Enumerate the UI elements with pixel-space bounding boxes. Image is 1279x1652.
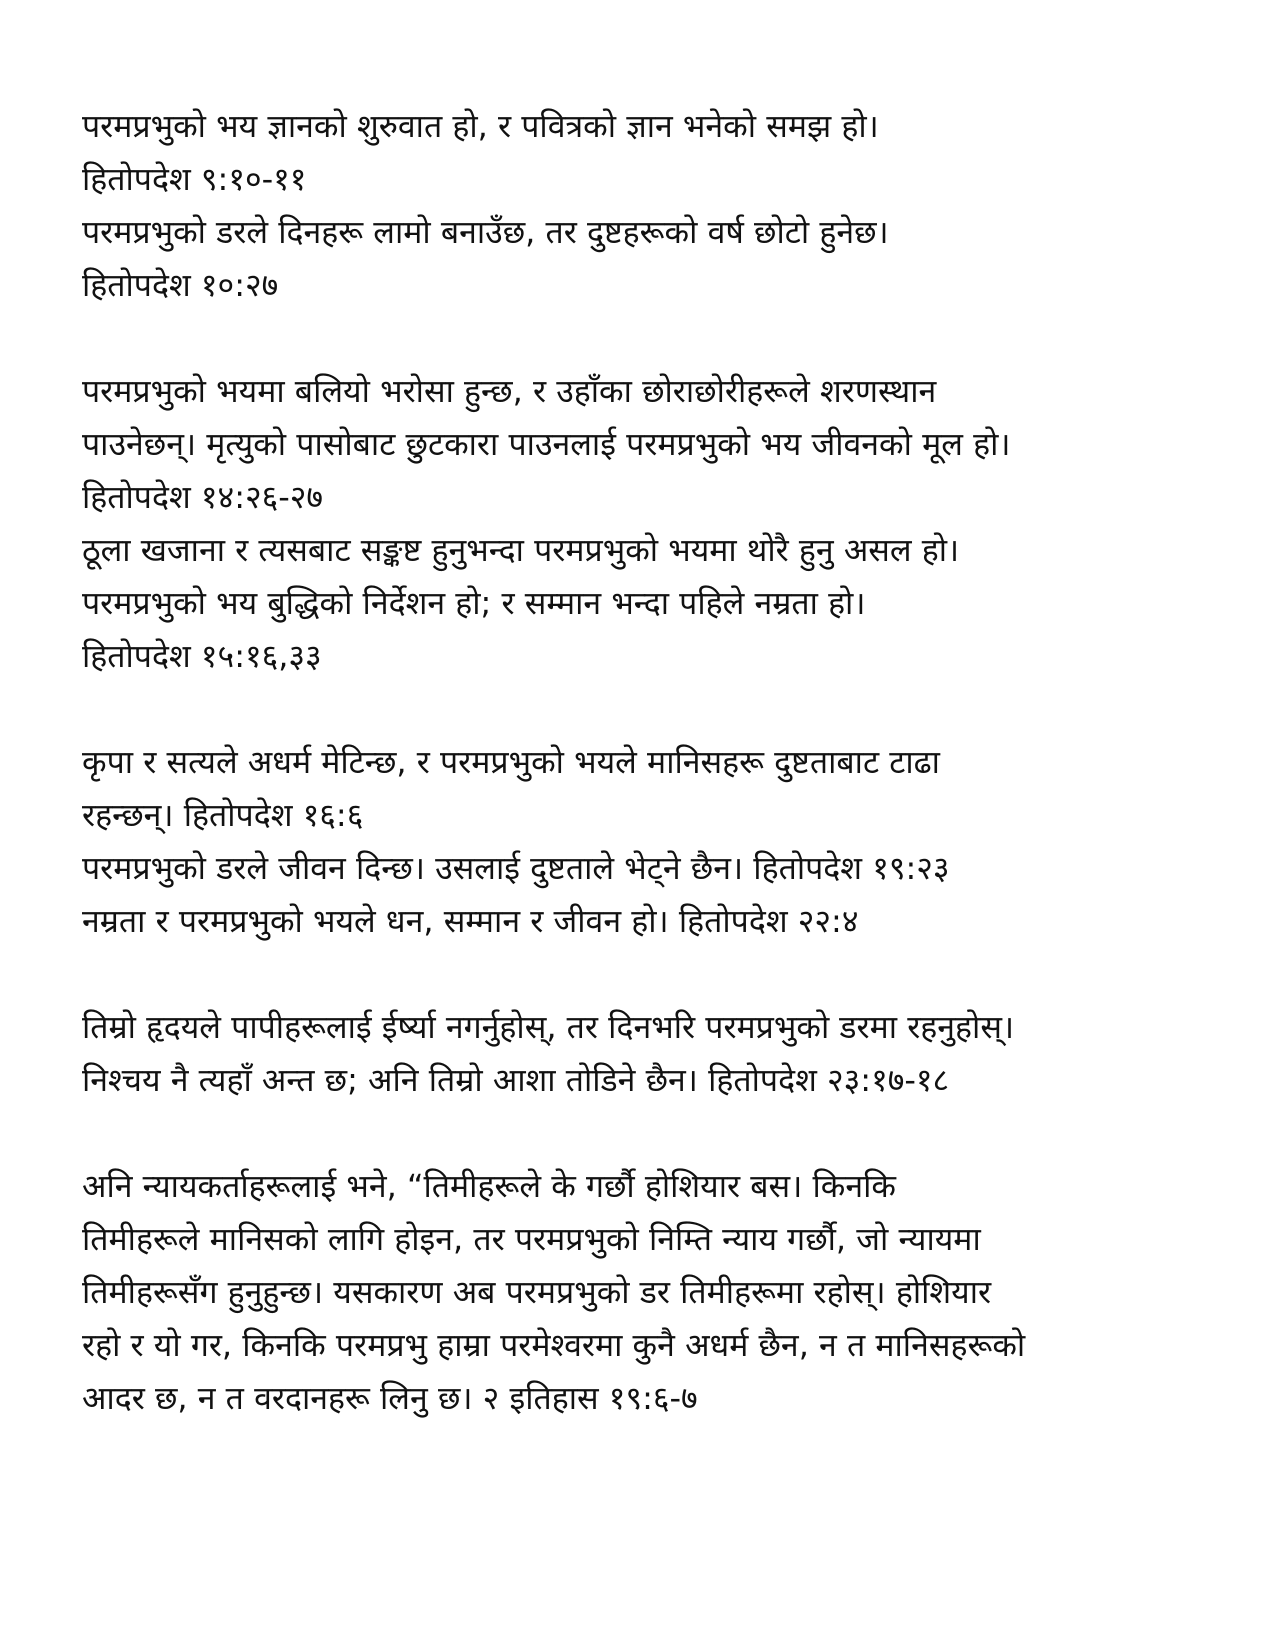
text-line: पाउनेछन्। मृत्युको पासोबाट छुटकारा पाउनलाई परमप्रभुको भय जीवनको मूल हो। — [82, 425, 1011, 463]
paragraph-gap — [82, 948, 1212, 1001]
text-line: अनि न्यायकर्ताहरूलाई भने, “तिमीहरूले के गर्छौ होशियार बस। किनकि — [82, 1167, 896, 1205]
verse-reference: हितोपदेश १५:१६,३३ — [82, 637, 322, 675]
text-line: परमप्रभुको भयमा बलियो भरोसा हुन्छ, र उहाँका छोराछोरीहरूले शरणस्थान — [82, 372, 937, 410]
text-line: परमप्रभुको भय ज्ञानको शुरुवात हो, र पवित्रको ज्ञान भनेको समझ हो। — [82, 107, 879, 145]
text-line: रहन्छन्। हितोपदेश १६:६ — [82, 796, 364, 834]
paragraph-gap — [82, 683, 1212, 736]
document-body — [82, 100, 1212, 1425]
verse-reference: हितोपदेश १४:२६-२७ — [82, 478, 324, 516]
verse-reference: हितोपदेश ९:१०-११ — [82, 160, 307, 198]
text-line: आदर छ, न त वरदानहरू लिनु छ। २ इतिहास १९:६-७ — [82, 1379, 698, 1417]
paragraph-gap — [82, 312, 1212, 365]
paragraph-gap — [82, 1107, 1212, 1160]
text-line: नम्रता र परमप्रभुको भयले धन, सम्मान र जीवन हो। हितोपदेश २२:४ — [82, 902, 859, 940]
text-line: परमप्रभुको भय बुद्धिको निर्देशन हो; र सम्मान भन्दा पहिले नम्रता हो। — [82, 584, 866, 622]
text-line: रहो र यो गर, किनकि परमप्रभु हाम्रा परमेश्वरमा कुनै अधर्म छैन, न त मानिसहरूको — [82, 1326, 1026, 1364]
text-line: परमप्रभुको डरले जीवन दिन्छ। उसलाई दुष्टताले भेट्ने छैन। हितोपदेश १९:२३ — [82, 849, 950, 887]
verse-reference: हितोपदेश १०:२७ — [82, 266, 279, 304]
text-line: तिम्रो हृदयले पापीहरूलाई ईर्ष्या नगर्नुहोस्, तर दिनभरि परमप्रभुको डरमा रहनुहोस्। — [82, 1008, 1015, 1046]
text-line: कृपा र सत्यले अधर्म मेटिन्छ, र परमप्रभुको भयले मानिसहरू दुष्टताबाट टाढा — [82, 743, 940, 781]
text-line: परमप्रभुको डरले दिनहरू लामो बनाउँछ, तर दुष्टहरूको वर्ष छोटो हुनेछ। — [82, 213, 889, 251]
text-line: तिमीहरूले मानिसको लागि होइन, तर परमप्रभुको निम्ति न्याय गर्छौ, जो न्यायमा — [82, 1220, 981, 1258]
text-line: तिमीहरूसँग हुनुहुन्छ। यसकारण अब परमप्रभुको डर तिमीहरूमा रहोस्। होशियार — [82, 1273, 992, 1311]
text-line: ठूला खजाना र त्यसबाट सङ्कष्ट हुनुभन्दा परमप्रभुको भयमा थोरै हुनु असल हो। — [82, 531, 960, 569]
text-line: निश्चय नै त्यहाँ अन्त छ; अनि तिम्रो आशा तोडिने छैन। हितोपदेश २३:१७-१८ — [82, 1061, 950, 1099]
